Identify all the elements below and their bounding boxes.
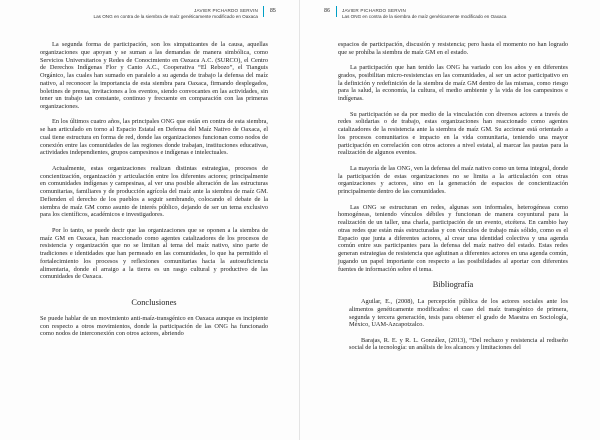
paragraph: Actualmente, estas organizaciones realizan distintas estrategias, procesos de concientización, organización y articulación entre los diferentes actores; principalmente en comunidades indígenas y campesinas, al ver una posible alteración de las estructuras comunitarias, familiares y de producción agrícola del maíz ante la siembra de maíz GM. Defienden el derecho de los pueblos a seguir sembrando, colocando el debate de la siembra de maíz GM como asunto de interés público, dejando de ser un tema exclusivo para los científicos, académicos e investigadores. [40, 164, 268, 219]
header-title: Las ONG en contra de la siembra de maíz genéticamente modificado en Oaxaca [93, 14, 258, 19]
paragraph: La participación que han tenido las ONG ha variado con los años y en diferentes grados, posibilitan micro-resistencias en las comunidades, al ser un actor participativo en la definición y redefinición de la siembra de maíz GM dentro de las mismas, como riesgo para la salud, la economía, la cultura, el medio ambiente y la vida de los campesinos e indígenas. [338, 64, 568, 103]
paragraph: La mayoría de las ONG, ven la defensa del maíz nativo como un tema integral, donde la participación de estas organizaciones no se limita a la articulación con otras organizaciones y actores, sino en la generación de espacios de concientización principalmente dentro de las comunidades. [338, 164, 568, 196]
header-author: JAVIER PICHARDO SERVIN [194, 8, 258, 13]
left-body-text [40, 41, 268, 346]
paragraph: espacios de participación, discusión y resistencia; pero hasta el momento no han logrado que se prohíba la siembra de maíz GM en el estado. [338, 41, 568, 56]
page-number: 86 [324, 8, 331, 14]
page-number: 85 [269, 8, 276, 14]
paragraph: Su participación se da por medio de la vinculación con diversos actores a través de redes solidarias o de trabajo, estas organizaciones han reaccionado como agentes catalizadores de la resistencia ante la siembra de maíz GM. Su accionar está orientado a los procesos comunitarios e impacto en la vida comunitaria, teniendo una mayor participación en correlación con otros actores a nivel estatal, al marcar las pautas para la realización de algunos eventos. [338, 110, 568, 157]
right-page [300, 0, 600, 440]
paragraph: Se puede hablar de un movimiento anti-maíz-transgénico en Oaxaca aunque es incipiente con respecto a otros movimientos, donde la participación de las ONG ha funcionado como nodos de interconexión con otros actores, abriendo [40, 314, 268, 338]
reference-entry: Barajas, R. E. y R. L. González, (2013), “Del rechazo y resistencia al rediseño social de la tecnología: un análisis de los alcances y limitaciones del [349, 336, 568, 352]
header-author: JAVIER PICHARDO SERVIN [342, 8, 406, 13]
header-accent-bar [336, 6, 337, 17]
reference-entry: Aguilar, E., (2008), La percepción pública de los actores sociales ante los alimentos genéticamente modificados: el caso del maíz transgénico de primera, segunda y tercera generación, tesis para obtener el grado de Maestra en Sociología, México, UAM-Azcapotzalco. [349, 298, 568, 329]
paragraph: La segunda forma de participación, son los simpatizantes de la causa, aquellas organizaciones que apoyan y se suman a las demandas de manera simbólica, como Servicios Universitarios y Redes de Conocimiento en Oaxaca A.C. (SURCO), el Centro de Derechos Indígenas Flor y Canto A.C., Cooperativa “El Rebozo”, el Tianguis Orgánico, las cuales han sumado en paralelo a su agenda de trabajo la defensa del maíz nativo, al reconocer la importancia de esta siembra para Oaxaca, firmando desplegados, boletines de prensa, invitaciones a los eventos, siendo convocantes en las actividades, sin tener un trabajo tan constante, continuo y frecuente en comparación con las primeras organizaciones. [40, 41, 268, 110]
right-body-text [338, 41, 568, 360]
paragraph: Por lo tanto, se puede decir que las organizaciones que se oponen a la siembra de maíz GM en Oaxaca, han reaccionado como agentes catalizadores de los procesos de resistencia y organización que no se limitan al tema del maíz nativo, sino parte de tradiciones e identidades que han permeado en las comunidades, lo que ha permitido el fortalecimiento los procesos y reflexiones comunitarias hacia la autosuficiencia alimentaria, donde el arraigo a la tierra es un rasgo cultural y productivo de las comunidades de Oaxaca. [40, 226, 268, 281]
header-accent-bar [263, 6, 264, 17]
running-header [342, 8, 506, 30]
paragraph: En los últimos cuatro años, las principales ONG que están en contra de esta siembra, se han articulado en torno al Espacio Estatal en Defensa del Maíz Nativo de Oaxaca, el cual tiene estructura en forma de red, donde las organizaciones funcionan como nodos de conexión entre las comunidades de las regiones donde trabajan, instituciones educativas, actividades independientes, grupos campesinos e indígenas e intelectuales. [40, 118, 268, 157]
bibliography-heading: Bibliografía [432, 280, 474, 290]
header-title: Las ONG en contra de la siembra de maíz genéticamente modificado en Oaxaca [342, 14, 507, 19]
section-heading: Conclusiones [131, 298, 177, 308]
running-header [94, 8, 258, 30]
paragraph: Las ONG se estructuran en redes, algunas son informales, heterogéneas como homogéneas, teniendo vínculos débiles y funcionan de manera coyuntural para la realización de un taller, una charla, participación de un evento, etcétera. En cambio hay otras redes que están más estructuradas y con vínculos de trabajo más sólido, como es el Espacio que junta a diferentes actores, al crear una identidad colectiva y una agenda común entre sus participantes para la defensa del maíz nativo del estado. Estas redes generan estrategias de resistencia que aglutinan a diferentes actores en una agenda común, jugando un papel importante con respecto a las posibilidades al aportar con diferentes fuentes de información sobre el tema. [338, 203, 568, 273]
